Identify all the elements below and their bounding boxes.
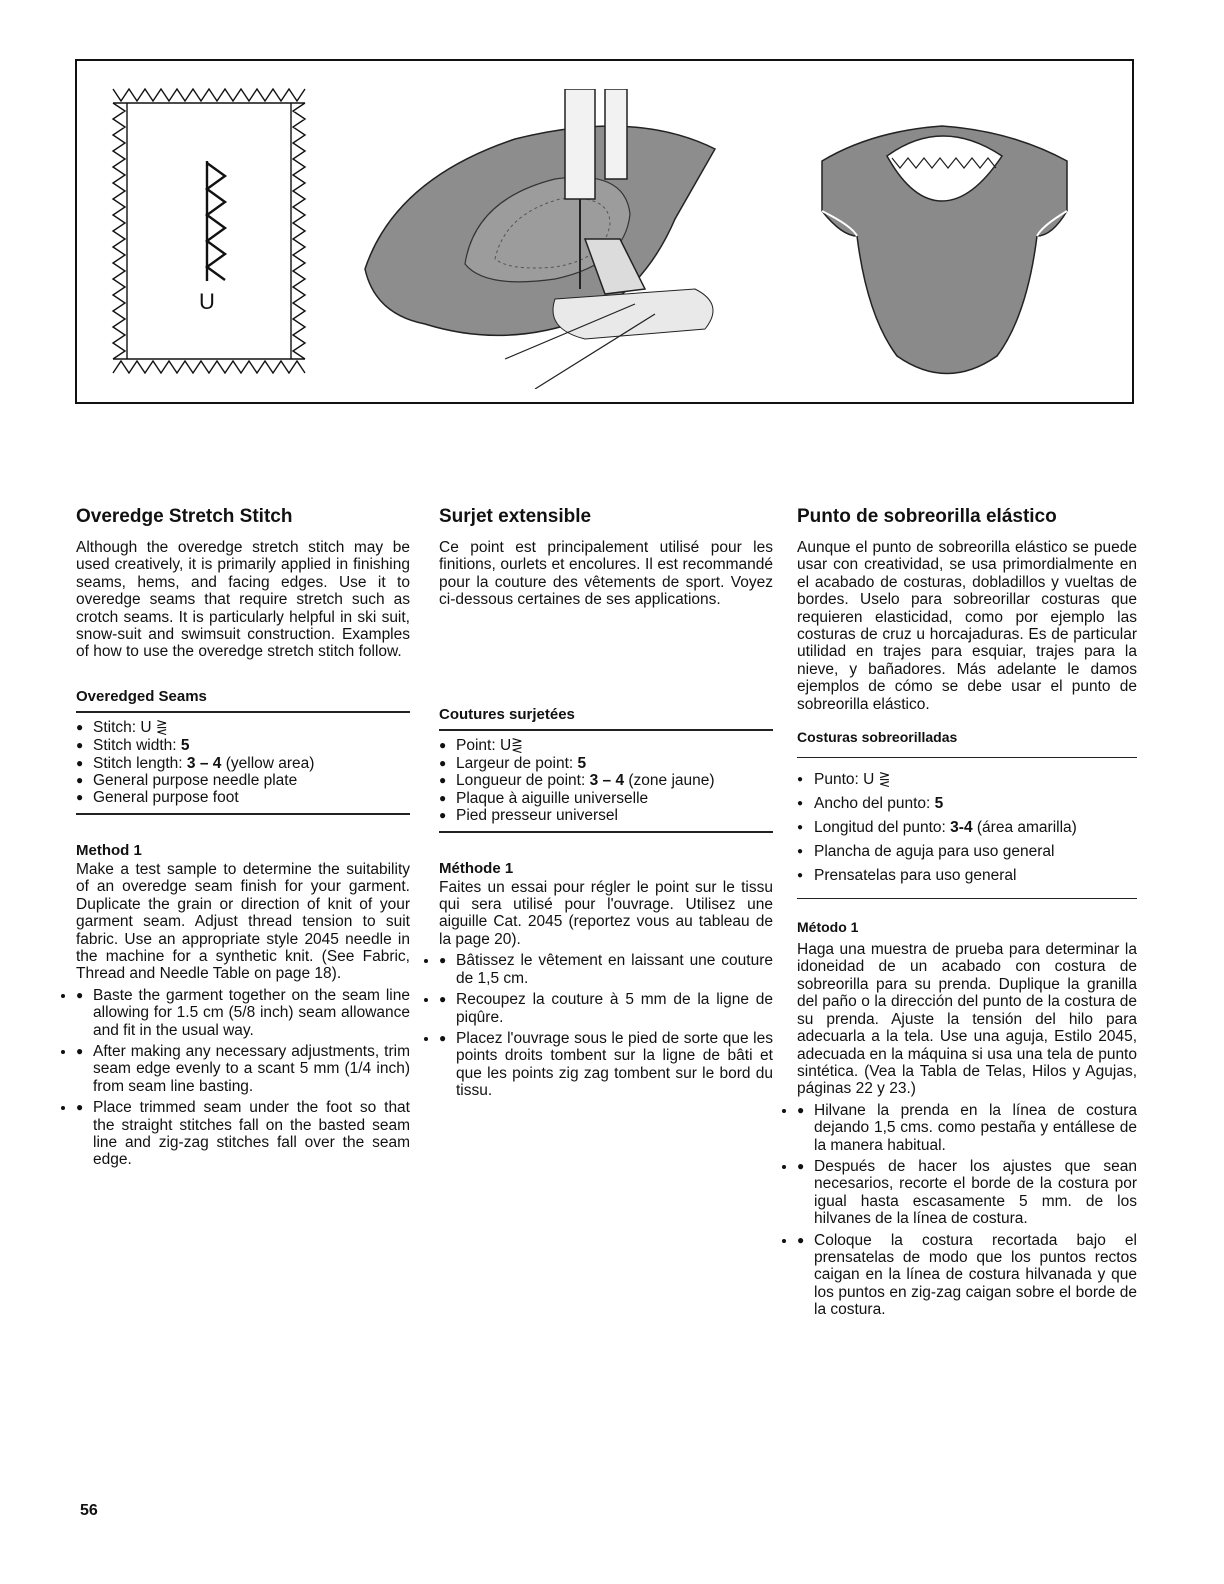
list-item: ● • Bâtissez le vêtement en laissant une couture de 1,5 cm.: [439, 952, 773, 987]
spec-stitch: ● Stitch: U ⋛: [76, 719, 410, 737]
spec-stitch-width: ● Ancho del punto: 5: [797, 792, 1137, 816]
english-section-heading: Overedged Seams: [76, 687, 207, 705]
page-number: 56: [80, 1502, 98, 1519]
stitch-sample-letter: U: [199, 289, 215, 314]
list-item: ● • Coloque la costura recortada bajo el prensatelas de modo que los puntos rectos caigan en la línea de costura hilvanada y que los puntos en zig-zag caigan sobre el borde de la costura.: [797, 1232, 1137, 1319]
spec-stitch-width: ● Largeur de point: 5: [439, 755, 773, 772]
spec-foot: ● Pied presseur universel: [439, 807, 773, 824]
spanish-intro: Aunque el punto de sobreorilla elástico se puede usar con creatividad, se usa primordialmente en el acabado de costuras, dobladillos y vueltas de bordes. Uselo para sobreorillar costuras que requieren elasticidad, como por ejemplo las costuras de cruz u horcajaduras. Es de particular utilidad en trajes para esquiar, trajes para la nieve, y bañadores. Más adelante le damos ejemplos de cómo se debe usar el punto de sobreorilla elástico.: [797, 539, 1137, 713]
english-column: [76, 505, 410, 1169]
spec-foot: ● General purpose foot: [76, 789, 410, 806]
spanish-section-heading: Costuras sobreorilladas: [797, 729, 958, 746]
list-item: ● • Después de hacer los ajustes que sean necesarios, recorte el borde de la costura por igual hasta escasamente 5 mm. de los hilvanes de la línea de costura.: [797, 1158, 1137, 1228]
list-item: ● • Baste the garment together on the seam line allowing for 1.5 cm (5/8 inch) seam allowance and fit in the usual way.: [76, 987, 410, 1039]
spanish-column: [797, 505, 1137, 1319]
french-section-heading: Coutures surjetées: [439, 705, 575, 723]
spec-stitch-length: ● Longitud del punto: 3-4 (área amarilla): [797, 816, 1137, 840]
spanish-title: Punto de sobreorilla elástico: [797, 506, 1057, 527]
french-spec-list: [439, 729, 773, 833]
french-method-text: Faites un essai pour régler le point sur le tissu qui sera utilisé pour l'ouvrage. Utilisez une aiguille Cat. 2045 (reportez vous au tableau de la page 20).: [439, 878, 773, 948]
spanish-steps: [797, 1102, 1137, 1319]
spanish-spec-list: [797, 757, 1137, 899]
list-item: ● • Hilvane la prenda en la línea de costura dejando 1,5 cms. como pestaña y entállese de la manera habitual.: [797, 1102, 1137, 1154]
english-spec-list: [76, 711, 410, 815]
spec-stitch: ● Point: U⋛: [439, 737, 773, 755]
english-method-text: Make a test sample to determine the suitability of an overedge seam finish for your garment. Duplicate the grain or direction of knit of your garment seam. Adjust thread tension to suit fabric. Use an appropriate style 2045 needle in the machine for a synthetic knit. (See Fabric, Thread and Needle Table on page 18).: [76, 860, 410, 983]
spec-needle-plate: ● General purpose needle plate: [76, 772, 410, 789]
french-steps: [439, 952, 773, 1099]
spec-needle-plate: ● Plaque à aiguille universelle: [439, 790, 773, 807]
spec-needle-plate: ● Plancha de aguja para uso general: [797, 840, 1137, 864]
list-item: ● • Placez l'ouvrage sous le pied de sorte que les points droits tombent sur la ligne de bâti et que les points zig zag tombent sur le bord du tissu.: [439, 1030, 773, 1100]
french-intro: Ce point est principalement utilisé pour les finitions, ourlets et encolures. Il est recommandé pour la couture des vêtements de sport. Voyez ci-dessous certaines de ses applications.: [439, 539, 773, 609]
english-title: Overedge Stretch Stitch: [76, 506, 293, 527]
stitch-symbol-icon: ⋛: [878, 772, 891, 789]
stitch-symbol-icon: ⋛: [155, 719, 168, 736]
stitch-sample-illustration: [105, 81, 315, 381]
list-item: ● • After making any necessary adjustments, trim seam edge evenly to a scant 5 mm (1/4 inch) from seam line basting.: [76, 1043, 410, 1095]
french-method-heading: Méthode 1: [439, 859, 514, 877]
list-item: ● • Recoupez la couture à 5 mm de la ligne de piqûre.: [439, 991, 773, 1026]
spanish-method-heading: Método 1: [797, 919, 859, 936]
stitch-symbol-icon: ⋛: [511, 737, 523, 754]
french-column: [439, 505, 773, 1100]
illustration-panel: [75, 59, 1134, 404]
spec-foot: ● Prensatelas para uso general: [797, 864, 1137, 888]
english-method-heading: Method 1: [76, 841, 142, 859]
spec-stitch: ● Punto: U ⋛: [797, 768, 1137, 792]
spec-stitch-width: ● Stitch width: 5: [76, 737, 410, 754]
spanish-method-text: Haga una muestra de prueba para determinar la idoneidad de un acabado con costura de sobreorilla para su prenda. Duplique la granilla del paño o la dirección del punto de la costura de su prenda. Ajuste la tensión del hilo para adecuarla a la tela. Use una aguja, Estilo 2045, adecuada en la máquina si usa una tela de punto sintética. (Vea la Tabla de Telas, Hilos y Agujas, páginas 22 y 23.): [797, 941, 1137, 1098]
garment-neckline-illustration: [812, 116, 1082, 386]
spec-stitch-length: ● Stitch length: 3 – 4 (yellow area): [76, 755, 410, 772]
list-item: ● • Place trimmed seam under the foot so that the straight stitches fall on the basted seam line and zig-zag stitches fall over the seam edge.: [76, 1099, 410, 1169]
spec-stitch-length: ● Longueur de point: 3 – 4 (zone jaune): [439, 772, 773, 789]
french-title: Surjet extensible: [439, 506, 592, 527]
sewing-machine-illustration: [355, 89, 755, 389]
english-steps: [76, 987, 410, 1169]
english-intro: Although the overedge stretch stitch may be used creatively, it is primarily applied in finishing seams, hems, and facing edges. Use it to overedge seams that require stretch such as crotch seams. It is particularly helpful in ski suit, snow-suit and swimsuit construction. Examples of how to use the overedge stretch stitch follow.: [76, 539, 410, 661]
